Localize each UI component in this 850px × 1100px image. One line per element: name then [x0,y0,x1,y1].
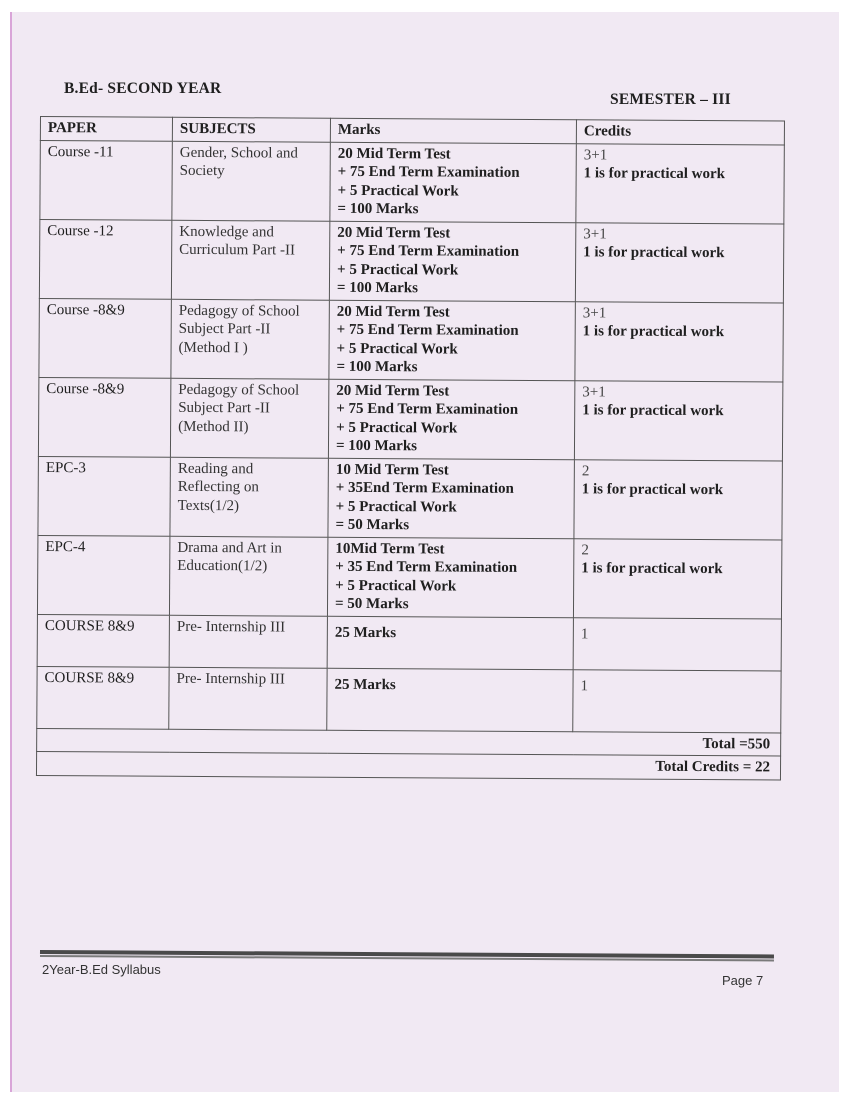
marks-line: + 75 End Term Examination [337,242,520,260]
credit-value: 3+1 [583,146,608,163]
table-row [38,456,782,540]
subject-line: Curriculum Part -II [179,241,296,259]
marks-line: + 75 End Term Examination [337,163,520,181]
subject-line: (Method II) [178,418,249,435]
total-credits: Total Credits = 22 [36,751,780,779]
marks-line: + 5 Practical Work [337,261,459,279]
subject-line: Pedagogy of School [178,381,300,399]
marks-cell [327,668,573,732]
credit-note: 1 is for practical work [583,165,726,183]
subject-line: Pre- Internship III [176,670,285,688]
marks-cell [329,221,575,302]
credit-value: 3+1 [583,225,607,242]
subject-cell [169,615,327,668]
credits-cell [574,380,782,460]
subject-line: Reading and [177,460,254,477]
credit-note: 1 is for practical work [582,402,724,420]
table-row [37,614,781,671]
credit-value: 2 [581,462,590,479]
marks-line: 20 Mid Term Test [336,303,450,321]
marks-line: 20 Mid Term Test [337,224,451,242]
marks-line: = 50 Marks [335,516,410,534]
marks-cell [327,616,573,670]
marks-line: + 5 Practical Work [336,419,458,437]
marks-line: + 75 End Term Examination [336,321,519,339]
credit-note: 1 is for practical work [583,244,725,262]
credits-cell [575,301,783,381]
marks-line: + 75 End Term Examination [336,400,519,418]
marks-line: 20 Mid Term Test [336,382,450,400]
table-row [37,535,781,619]
page-number: Page 7 [722,973,764,988]
marks-cell [328,379,574,460]
credit-value: 3+1 [582,383,606,400]
table-row [37,666,781,733]
credit-note: 1 is for practical work [581,481,724,499]
subject-cell [170,378,328,458]
subject-cell [169,667,327,730]
marks-line: 20 Mid Term Test [337,145,451,163]
marks-line: = 100 Marks [336,358,418,376]
credits-cell [575,222,783,302]
marks-line: = 100 Marks [335,437,418,455]
credit-note: 1 is for practical work [582,323,725,341]
header-credits: Credits [576,120,784,145]
credit-note: 1 is for practical work [581,560,723,578]
credit-value: 1 [580,677,589,694]
paper-cell: COURSE 8&9 [37,666,169,729]
table-row [39,219,783,303]
marks-line: + 5 Practical Work [336,340,458,358]
marks-line: + 35 End Term Examination [335,558,518,576]
marks-line: 25 Marks [334,624,397,641]
semester-title: SEMESTER – III [610,91,731,108]
credit-value: 3+1 [582,304,607,321]
header-paper: PAPER [40,117,172,141]
header-marks: Marks [330,118,576,143]
subject-line: Education(1/2) [177,557,268,575]
marks-cell [330,142,576,223]
paper-cell: Course -8&9 [39,298,171,378]
subject-line: Subject Part -II [178,320,271,338]
marks-line: 10Mid Term Test [335,540,445,557]
marks-line: + 5 Practical Work [337,182,459,200]
program-title: B.Ed- SECOND YEAR [64,80,222,97]
subject-cell [169,536,327,616]
credits-cell [573,669,781,732]
subject-line: Subject Part -II [178,399,270,417]
marks-line: = 100 Marks [336,279,419,297]
table-row [38,377,782,461]
subject-line: Pedagogy of School [178,302,300,320]
paper-cell: Course -8&9 [38,377,170,457]
table-row [39,298,783,382]
total-marks: Total =550 [37,728,781,756]
paper-cell: COURSE 8&9 [37,614,169,667]
marks-line: = 50 Marks [334,595,409,613]
subject-cell [170,457,328,537]
marks-line: + 35End Term Examination [335,479,514,497]
marks-line: 10 Mid Term Test [335,461,449,479]
subject-cell [172,141,330,221]
credits-cell [573,538,781,618]
total-credits-row [36,751,780,779]
subject-line: (Method I ) [178,339,248,356]
marks-cell [327,537,573,618]
marks-cell [328,458,574,539]
marks-cell [329,300,575,381]
marks-line: = 100 Marks [337,200,419,218]
credit-value: 2 [581,541,589,558]
table-body [37,140,785,733]
subject-cell [171,220,329,300]
subject-cell [171,299,329,379]
header-subjects: SUBJECTS [172,117,330,141]
paper-cell: EPC-4 [37,535,169,615]
credits-cell [573,617,781,670]
subject-line: Pre- Internship III [176,618,286,636]
footer-syllabus-label: 2Year-B.Ed Syllabus [42,962,161,977]
credits-cell [576,143,784,223]
table-row [40,140,784,224]
subject-line: Knowledge and [179,223,274,240]
subject-line: Drama and Art in [177,539,282,556]
subject-line: Reflecting on [177,478,260,496]
subject-line: Society [179,162,225,180]
marks-line: + 5 Practical Work [335,577,457,595]
syllabus-table [36,116,785,780]
paper-cell: Course -12 [39,219,171,299]
credit-value: 1 [580,625,589,642]
subject-line: Gender, School and [179,144,298,162]
subject-line: Texts(1/2) [177,497,240,514]
marks-line: 25 Marks [334,676,396,693]
paper-cell: EPC-3 [38,456,170,536]
credits-cell [574,459,782,539]
paper-cell: Course -11 [40,140,172,220]
marks-line: + 5 Practical Work [335,498,457,516]
